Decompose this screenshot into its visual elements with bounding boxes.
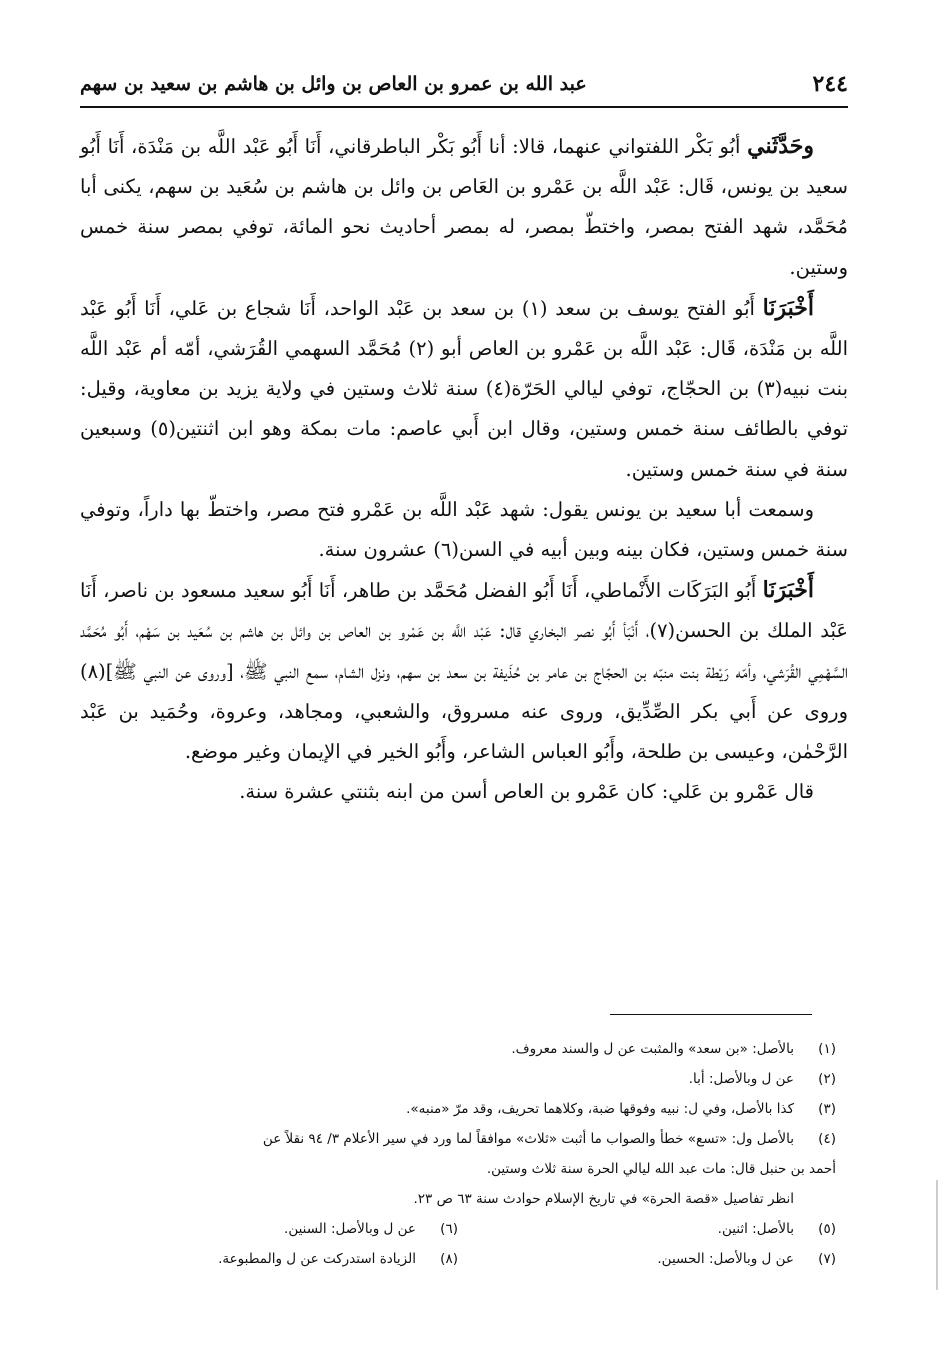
- footnote-number: (٣): [818, 1101, 836, 1117]
- paragraph-lead: أَخْبَرَنَا: [762, 577, 814, 604]
- running-title: عبد الله بن عمرو بن العاص بن وائل بن هاشم بن سعيد بن سهم: [80, 73, 587, 95]
- paragraph-lead: وحَدَّثَني: [747, 133, 814, 159]
- footnote-1: [80, 1034, 836, 1064]
- main-text: [80, 126, 848, 812]
- footnote-4-line-2: أحمد بن حنبل قال: مات عبد الله ليالي الحرة سنة ثلاث وستين.: [486, 1161, 836, 1177]
- footnote-text: الزيادة استدركت عن ل والمطبوعة.: [218, 1251, 416, 1267]
- footnote-4-line-3: انظر تفاصيل «قصة الحرة» في تاريخ الإسلام حوادث سنة ٦٣ ص ٢٣.: [413, 1191, 794, 1207]
- paragraph-1: [80, 126, 848, 288]
- page-number: ٢٤٤: [812, 71, 848, 97]
- footnote-4: [80, 1124, 836, 1154]
- paragraph-text: وسمعت أبا سعيد بن يونس يقول: شهد عَبْد اللَّه بن عَمْرو فتح مصر، واختطّ بها داراً، وتوفي سنة خمس وستين، فكان بينه وبين أبيه في السن(٦) عشرون سنة.: [80, 497, 848, 562]
- paragraph-3: [80, 490, 848, 570]
- footnote-number: (٧): [818, 1251, 836, 1267]
- paragraph-lead: أَخْبَرَنَا: [762, 294, 814, 321]
- footnote-row-7-8: [80, 1244, 836, 1274]
- footnote-7: [458, 1244, 836, 1274]
- footnote-row-5-6: [80, 1214, 836, 1244]
- paragraph-2: [80, 288, 848, 490]
- footnote-number: (٨): [440, 1251, 458, 1267]
- footnote-3: [80, 1094, 836, 1124]
- footnote-number: (٤): [818, 1131, 836, 1147]
- footnote-5: [458, 1214, 836, 1244]
- footnote-8: [80, 1244, 458, 1274]
- paragraph-text: أَبُو البَرَكَات الأَنْماطي، أَنَا أَبُو الفضل مُحَمَّد بن طاهر، أَنَا أَبُو سعيد مسعود بن ناصر، أَنَا عَبْد الملك بن الحسن(٧)، أَنْبَأ أَبُو نصر البخاري قال: عَبْد اللَّه بن عَمْرو بن العاص بن وائل بن هاشم بن سُعَيد بن سَهْم، أَبُو مُحَمَّد السَّهْمِي القُرَشي، وأمّه رَيْطة بنت منبّه بن الحجّاج بن عامر بن حُذَيفة بن سعد بن سهم، ونزل الشام، سمع النبي ﷺ، [وروى عن النبي ﷺ](٨) وروى عن أَبي بكر الصِّدِّيق، وروى عنه مسروق، والشعبي، ومجاهد، وعروة، وحُمَيد بن عَبْد الرَّحْمٰن، وعيسى بن طلحة، وأَبُو العباس الشاعر، وأَبُو الخير في الإيمان وغير موضع.: [80, 579, 848, 764]
- page-header: [80, 64, 848, 104]
- footnote-text: بالأصل ول: «تسع» خطأ والصواب ما أثبت «ثلاث» موافقاً لما ورد في سير الأعلام ٣/ ٩٤ نقلاً عن: [262, 1131, 794, 1147]
- footnotes: [80, 1034, 836, 1274]
- footnote-text: عن ل وبالأصل: الحسين.: [657, 1251, 794, 1267]
- footnote-text: عن ل وبالأصل: أبا.: [688, 1071, 794, 1087]
- footnote-text: كذا بالأصل، وفي ل: نبيه وفوقها ضبة، وكلاهما تحريف، وقد مرّ «منبه».: [406, 1101, 794, 1117]
- footnote-6: [80, 1214, 458, 1244]
- footnote-number: (٢): [818, 1071, 836, 1087]
- footnote-number: (٥): [818, 1221, 836, 1237]
- footnote-separator: [610, 1014, 812, 1015]
- paragraph-text: أَبُو الفتح يوسف بن سعد (١) بن سعد بن عَبْد الواحد، أَنَا شجاع بن عَلي، أَنَا أَبُو عَبْد اللَّه بن مَنْدَة، قَال: عَبْد اللَّه بن عَمْرو بن العاص أبو (٢) مُحَمَّد السهمي القُرَشي، أمّه أم عَبْد اللَّه بنت نبيه(٣) بن الحجّاج، توفي ليالي الحَرّة(٤) سنة ثلاث وستين في ولاية يزيد بن معاوية، وقيل: توفي بالطائف سنة خمس وستين، وقال ابن أَبي عاصم: مات بمكة وهو ابن اثنتين(٥) وسبعين سنة في سنة خمس وستين.: [80, 296, 848, 481]
- footnote-2: [80, 1064, 836, 1094]
- paragraph-4: [80, 570, 848, 772]
- header-rule: [80, 106, 848, 108]
- footnote-number: (١): [818, 1041, 836, 1057]
- scan-edge-mark: [936, 1180, 938, 1290]
- paragraph-text: أبُو بَكْر اللفتواني عنهما، قالا: أنا أَبُو بَكْر الباطرقاني، أَنَا أَبُو عَبْد اللَّه بن مَنْدَة، أَنَا أَبُو سعيد بن يونس، قَال: عَبْد اللَّه بن عَمْرو بن العَاص بن وائل بن هاشم بن سُعَيد بن سهم، يكنى أبا مُحَمَّد، شهد الفتح بمصر، واختطّ بمصر، له بمصر أحاديث نحو المائة، توفي بمصر سنة خمس وستين.: [80, 135, 848, 279]
- footnote-number: (٦): [440, 1221, 458, 1237]
- paragraph-5: [80, 772, 848, 812]
- footnote-text: بالأصل: اثنين.: [717, 1221, 794, 1237]
- footnote-text: بالأصل: «بن سعد» والمثبت عن ل والسند معروف.: [511, 1041, 794, 1057]
- footnote-text: عن ل وبالأصل: السنين.: [284, 1221, 416, 1237]
- paragraph-text: قال عَمْرو بن عَلي: كان عَمْرو بن العاص أسن من ابنه بثنتي عشرة سنة.: [239, 780, 814, 804]
